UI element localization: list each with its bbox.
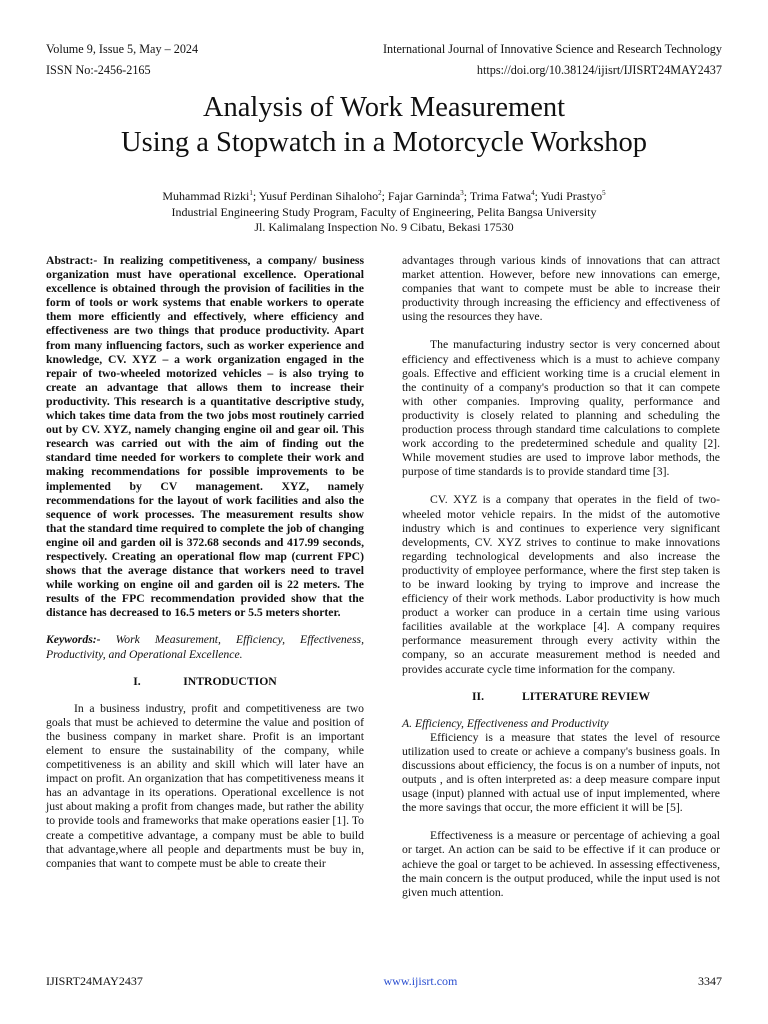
- author-list: [0, 186, 768, 205]
- page-number: 3347: [698, 974, 722, 988]
- address: Jl. Kalimalang Inspection No. 9 Cibatu, Bekasi 17530: [254, 220, 514, 234]
- page-footer: [46, 974, 722, 989]
- footer-website-link[interactable]: www.ijisrt.com: [383, 974, 458, 988]
- lit-paragraph-1: Efficiency is a measure that states the level of resource utilization used to create or achieve a company's business goals. In discussions about efficiency, the focus is on a number of inputs, not outputs , and is often interpreted as: a deep measure compare input usage (input) planned with actual use of input implemented, where the more savings that occur, the more efficient it will be [5].: [402, 730, 720, 815]
- section-title: LITERATURE REVIEW: [521, 689, 651, 703]
- keywords-text: Work Measurement, Efficiency, Effectiveness, Productivity, and Operational Excellence.: [46, 633, 364, 661]
- intro-paragraph-1: In a business industry, profit and competitiveness are two goals that must be achieved to determine the value and position of the business company in market share. Profit is an important element to ensure the sustainability of the company, while competitiveness is an ability and skill which will later have an impact on profit. An organization that has competitiveness means it has an advantage in its operations. Operational excellence is not just about making a profit from changes made, but rather the ability to provide tools and frameworks that make operations easier [1]. To create a competitive advantage, a company must be able to build that advantage,where all people and departments must be buy in, companies that want to compete must be able to create their: [46, 701, 364, 870]
- author-block: [0, 186, 768, 236]
- running-header: [46, 42, 722, 57]
- author-2-sup: 2: [378, 189, 382, 197]
- left-column: [46, 254, 364, 871]
- intro-paragraph-3: CV. XYZ is a company that operates in the field of two-wheeled motor vehicle repairs. In the midst of the automotive industry which is and continues to experience very significant developments, CV. XYZ strives to continue to make innovations regarding technological developments and also increase the productivity of employee performance, where the first step taken is to be inward looking by trying to improve and increase the efficiency of their work methods. Labor productivity is how much product a worker can produce in a certain time using various facilities available at the workplace [4]. A company requires performance measurement through every activity within the company, so an accurate measurement method is needed and provides accurate cycle time information for the company.: [402, 493, 720, 676]
- section-heading-literature-review: [402, 690, 720, 704]
- keywords-label: Keywords:-: [46, 633, 101, 647]
- section-number: I.: [133, 674, 141, 688]
- footer-article-id: IJISRT24MAY2437: [46, 974, 143, 988]
- issn: ISSN No:-2456-2165: [46, 63, 151, 77]
- author-3-sup: 3: [460, 189, 464, 197]
- journal-name: International Journal of Innovative Science and Research Technology: [382, 42, 722, 56]
- running-header-2: [46, 63, 722, 78]
- paper-title: [0, 90, 768, 160]
- keywords: [46, 633, 364, 661]
- section-title: INTRODUCTION: [183, 674, 277, 688]
- author-4-sup: 4: [531, 189, 535, 197]
- author-3: ; Fajar Garninda: [381, 189, 461, 203]
- abstract: Abstract:- In realizing competitiveness, a company/ business organization must have operational excellence. Operational excellence is obtained through the provision of facilities in the form of tools or work systems that enable workers to operate them more efficiently and effectively, where efficiency and effectiveness are two things that produce productivity. Apart from many influencing factors, such as worker experience and knowledge, CV. XYZ – a work organization engaged in the repair of two-wheeled motorized vehicles – is also trying to create an advantage that allows them to increase their productivity. This research is a quantitative descriptive study, which takes time data from the two jobs most routinely carried out by CV. XYZ, namely changing engine oil and gear oil. This research was carried out with the aim of finding out the standard time needed for workers to complete their work and making recommendations for possible improvements to be implemented by CV management. XYZ, namely recommendations for the layout of work facilities and also the sequence of work processes. The measurement results show that the standard time required to complete the job of changing engine oil and garden oil is 372.68 seconds and 417.99 seconds, respectively. Creating an operational flow map (current FPC) shows that the average distance that workers need to travel while working on engine oil and garden oil is 22 meters. The results of the FPC recommendation provided show that the distance has decreased to 16.5 meters or 5.5 meters shorter.: [46, 254, 364, 620]
- affiliation: Industrial Engineering Study Program, Faculty of Engineering, Pelita Bangsa University: [171, 204, 597, 219]
- author-2: ; Yusuf Perdinan Sihaloho: [252, 189, 379, 203]
- title-line-1: Analysis of Work Measurement: [202, 92, 566, 123]
- author-5-sup: 5: [602, 189, 606, 197]
- author-1-sup: 1: [249, 189, 253, 197]
- section-heading-introduction: [46, 675, 364, 689]
- intro-paragraph-continued: advantages through various kinds of innovations that can attract market attention. However, before new innovations can emerge, companies that want to compete must be able to increase their productivity through increasing the efficiency and effectiveness of using the resources they have.: [402, 254, 720, 324]
- section-number: II.: [471, 689, 484, 703]
- subsection-heading: A. Efficiency, Effectiveness and Productivity: [402, 716, 609, 730]
- volume-info: Volume 9, Issue 5, May – 2024: [46, 42, 199, 56]
- title-line-2: Using a Stopwatch in a Motorcycle Workshop: [121, 127, 647, 158]
- author-5: ; Yudi Prastyo: [534, 189, 603, 203]
- right-column: [402, 254, 720, 900]
- author-4: ; Trima Fatwa: [463, 189, 532, 203]
- intro-paragraph-2: The manufacturing industry sector is very concerned about efficiency and effectiveness which is a must to achieve company goals. Effective and efficient working time is a crucial element in the continuity of a company's production so that it can compete with other companies. Improving quality, performance and productivity is closely related to planning and scheduling the production process through standard time calculations to complete work according to the predetermined schedule and quality [2]. While movement studies are used to improve labor methods, the purpose of time standards is to provide standard time [3].: [402, 338, 720, 479]
- lit-paragraph-2: Effectiveness is a measure or percentage of achieving a goal or target. An action can be said to be effective if it can produce or achieve the goal or target to be achieved. In assessing effectiveness, the main concern is the output produced, while the input used is not given much attention.: [402, 829, 720, 899]
- doi-link[interactable]: https://doi.org/10.38124/ijisrt/IJISRT24MAY2437: [476, 63, 722, 77]
- author-1: Muhammad Rizki: [162, 189, 250, 203]
